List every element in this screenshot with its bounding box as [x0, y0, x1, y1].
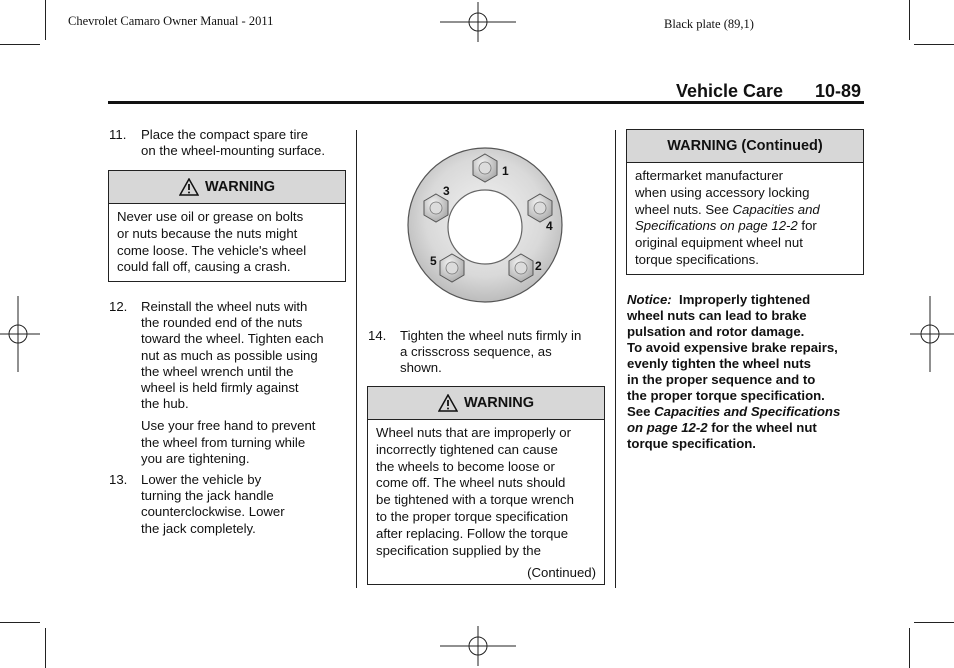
notice-label: Notice:	[627, 292, 672, 307]
text-line: Never use oil or grease on bolts	[117, 209, 304, 224]
warning-text	[109, 204, 345, 281]
text-line: torque specification.	[627, 436, 756, 451]
step-text	[141, 472, 285, 537]
crop-mark	[45, 0, 46, 40]
text-line	[635, 202, 855, 219]
warning-triangle-icon	[438, 394, 458, 412]
text-line: the wheels to become loose or	[376, 458, 555, 474]
text-line: on the wheel-mounting surface.	[141, 143, 326, 159]
text-line: the hub.	[141, 396, 189, 412]
text-line: come loose. The vehicle's wheel	[117, 242, 307, 258]
warning-triangle-icon	[179, 178, 199, 196]
text-line: come off. The wheel nuts should	[376, 475, 566, 491]
crop-mark	[0, 44, 40, 45]
text-line: To avoid expensive brake repairs,	[627, 340, 838, 355]
text-line: toward the wheel. Tighten each	[141, 331, 324, 347]
text-run: wheel nuts. See	[635, 201, 733, 217]
warning-header	[627, 130, 863, 163]
text-line: Place the compact spare tire	[141, 127, 309, 142]
text-line: Reinstall the wheel nuts with	[141, 299, 308, 314]
registration-mark	[440, 2, 516, 42]
text-line	[627, 292, 872, 308]
text-line	[627, 404, 872, 420]
text-line: counterclockwise. Lower	[141, 504, 285, 520]
text-line: a crisscross sequence, as	[400, 344, 552, 360]
registration-mark	[0, 296, 40, 372]
warning-box	[367, 386, 605, 585]
step-number: 13.	[109, 472, 128, 487]
notice-paragraph	[627, 292, 872, 452]
section-title: Vehicle Care	[676, 81, 784, 101]
text-line	[627, 420, 872, 436]
step-text	[141, 127, 325, 159]
text-line: wheel is held firmly against	[141, 380, 299, 396]
text-line: evenly tighten the wheel nuts	[627, 356, 811, 371]
text-line: the wheel wrench until the	[141, 363, 294, 379]
warning-text	[368, 420, 604, 564]
nut-label-1: 1	[502, 164, 509, 178]
nut-label-5: 5	[430, 254, 437, 268]
hub-center-hole	[448, 190, 522, 264]
continued-label: (Continued)	[527, 565, 596, 580]
warning-header	[368, 387, 604, 420]
text-run: See	[627, 404, 655, 419]
text-line: incorrectly tightened can cause	[376, 441, 558, 457]
text-line: specification supplied by the	[376, 542, 541, 558]
plate-label: Black plate (89,1)	[664, 17, 754, 31]
text-line: turning the jack handle	[141, 488, 274, 504]
text-run: Improperly tightened	[671, 292, 811, 307]
text-line: be tightened with a torque wrench	[376, 492, 574, 508]
warning-header	[109, 171, 345, 204]
column-divider	[356, 130, 357, 588]
text-line: torque specifications.	[635, 251, 759, 267]
warning-label: WARNING (Continued)	[667, 138, 823, 154]
nut-label-4: 4	[546, 219, 553, 233]
text-line: the proper torque specification.	[627, 388, 825, 403]
step-number: 12.	[109, 299, 128, 314]
text-line: Wheel nuts that are improperly or	[376, 425, 571, 440]
text-run: for the wheel nut	[707, 420, 817, 435]
crop-mark	[0, 622, 40, 623]
text-line: pulsation and rotor damage.	[627, 324, 805, 339]
warning-label: WARNING	[204, 179, 276, 195]
text-line: the wheel from turning while	[141, 434, 306, 450]
crop-mark	[45, 628, 46, 668]
step-text	[400, 328, 581, 377]
cross-reference: Capacities and	[732, 201, 820, 217]
text-line: Use your free hand to prevent	[141, 418, 316, 434]
cross-reference: Specifications on page 12-2	[635, 218, 798, 234]
registration-mark	[440, 626, 516, 666]
text-line: Lower the vehicle by	[141, 472, 262, 487]
step-text	[141, 299, 324, 467]
cross-reference: Capacities and Specifications	[654, 404, 841, 419]
text-line: aftermarket manufacturer	[635, 168, 784, 183]
crop-mark	[914, 44, 954, 45]
text-line: after replacing. Follow the torque	[376, 525, 569, 541]
page-number: 10-89	[815, 81, 862, 101]
nut-label-2: 2	[535, 259, 542, 273]
warning-box	[108, 170, 346, 282]
crop-mark	[909, 0, 910, 40]
text-line: shown.	[400, 360, 442, 376]
warning-text	[627, 163, 863, 274]
header-rule	[108, 101, 864, 104]
warning-continued-box	[626, 129, 864, 275]
registration-mark	[910, 296, 954, 372]
manual-title: Chevrolet Camaro Owner Manual - 2011	[68, 14, 274, 28]
text-line: Tighten the wheel nuts firmly in	[400, 328, 582, 343]
text-line: you are tightening.	[141, 450, 250, 466]
warning-label: WARNING	[463, 395, 535, 411]
text-line: or nuts because the nuts might	[117, 225, 298, 241]
crop-mark	[914, 622, 954, 623]
column-divider	[615, 130, 616, 588]
text-line: original equipment wheel nut	[635, 235, 803, 251]
text-line: could fall off, causing a crash.	[117, 259, 291, 275]
text-line: the jack completely.	[141, 520, 256, 536]
step-number: 14.	[368, 328, 387, 343]
text-line: nut as much as possible using	[141, 347, 318, 363]
text-line: the rounded end of the nuts	[141, 315, 303, 331]
crop-mark	[909, 628, 910, 668]
step-number: 11.	[109, 127, 127, 142]
text-line: wheel nuts can lead to brake	[627, 308, 807, 323]
text-run: for	[797, 218, 817, 234]
text-line	[635, 218, 855, 235]
text-line: in the proper sequence and to	[627, 372, 816, 387]
text-line: when using accessory locking	[635, 184, 810, 200]
cross-reference: on page 12-2	[627, 420, 708, 435]
text-line: to the proper torque specification	[376, 508, 569, 524]
wheel-nut-sequence-diagram	[400, 140, 570, 310]
nut-label-3: 3	[443, 184, 450, 198]
